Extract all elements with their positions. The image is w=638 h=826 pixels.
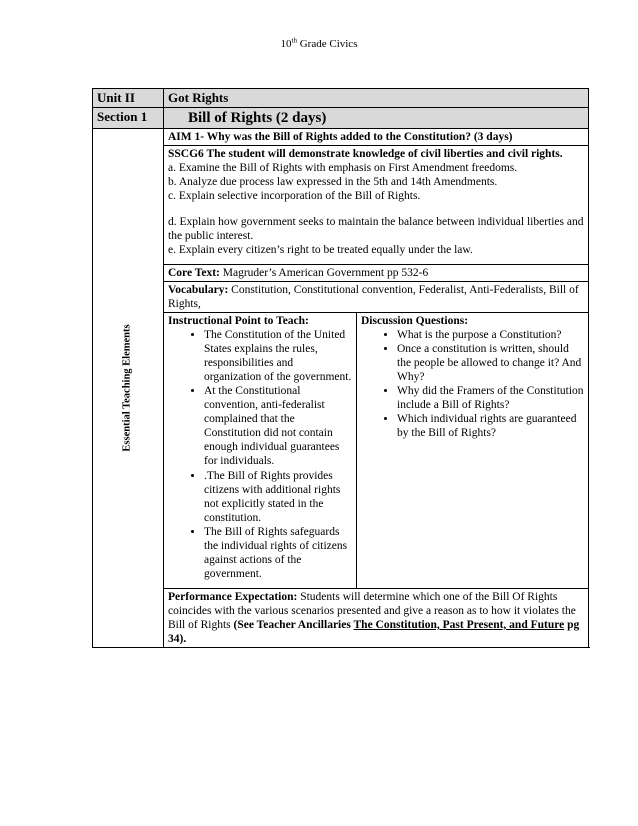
vocabulary-row <box>93 282 589 313</box>
side-label-cell <box>93 129 164 648</box>
list-item: • The Bill of Rights safeguards the individual rights of citizens against actions of the government. <box>204 525 352 581</box>
ancillary-suffix: pg 34). <box>168 618 580 645</box>
list-item: • What is the purpose a Constitution? <box>397 328 584 342</box>
discussion-list <box>361 328 584 440</box>
section-title: Bill of Rights (2 days) <box>164 107 589 128</box>
standard-row <box>93 146 589 265</box>
standard-item-d: d. Explain how government seeks to maintain the balance between individual liberties and the public interest. <box>168 216 584 243</box>
standard-item-c: c. Explain selective incorporation of the Bill of Rights. <box>168 190 421 203</box>
grade-number: 10 <box>280 38 292 50</box>
standard-item-a: a. Examine the Bill of Rights with emphasis on First Amendment freedoms. <box>168 162 518 175</box>
page-header <box>0 38 638 51</box>
vocabulary-label: Vocabulary: <box>168 284 229 297</box>
list-item: • The Constitution of the United States explains the rules, responsibilities and organization of the government. <box>204 328 352 384</box>
core-text-row <box>93 265 589 282</box>
core-text-label: Core Text: <box>168 267 220 280</box>
unit-title: Got Rights <box>164 89 589 108</box>
discussion-cell <box>357 313 589 588</box>
ancillary-title: The Constitution, Past Present, and Future <box>353 618 565 631</box>
unit-label: Unit II <box>93 89 164 108</box>
standard-cell <box>164 146 589 265</box>
aim-text: AIM 1- Why was the Bill of Rights added to the Constitution? (3 days) <box>164 129 589 146</box>
list-item: • At the Constitutional convention, anti-federalist complained that the Constitution did not contain enough individual guarantees for individuals. <box>204 384 352 468</box>
performance-label: Performance Expectation: <box>168 590 298 603</box>
section-label: Section 1 <box>93 107 164 128</box>
list-item: • Once a constitution is written, should the people be allowed to change it? And Why? <box>397 342 584 384</box>
list-item: • Which individual rights are guaranteed by the Bill of Rights? <box>397 412 584 440</box>
grade-course: Grade Civics <box>296 38 358 50</box>
aim-row <box>93 129 589 146</box>
core-text-value: Magruder’s American Government pp 532-6 <box>219 267 429 280</box>
performance-cell <box>164 588 589 647</box>
grade-ordinal: th <box>291 36 297 45</box>
unit-row <box>93 89 589 108</box>
lesson-table <box>92 88 589 648</box>
vocabulary-cell <box>164 282 589 313</box>
instructional-cell <box>164 313 357 588</box>
side-label: Essential Teaching Elements <box>121 324 133 452</box>
list-item: • .The Bill of Rights provides citizens with additional rights not explicitly stated in the constitution. <box>204 469 352 525</box>
ancillary-prefix: (See Teacher Ancillaries <box>233 618 354 631</box>
section-row <box>93 107 589 128</box>
instructional-list <box>168 328 352 580</box>
vocabulary-value: Constitution, Constitutional convention, Federalist, Anti-Federalists, Bill of Rights, <box>168 284 579 311</box>
core-text-cell <box>164 265 589 282</box>
instructional-label: Instructional Point to Teach: <box>168 315 309 328</box>
discussion-label: Discussion Questions: <box>361 315 469 328</box>
teaching-row <box>93 313 589 588</box>
standard-item-e: e. Explain every citizen’s right to be treated equally under the law. <box>168 244 473 257</box>
standard-item-b: b. Analyze due process law expressed in the 5th and 14th Amendments. <box>168 176 498 189</box>
list-item: • Why did the Framers of the Constitution include a Bill of Rights? <box>397 384 584 412</box>
standard-heading: SSCG6 The student will demonstrate knowledge of civil liberties and civil rights. <box>168 148 563 161</box>
performance-row <box>93 588 589 647</box>
performance-text: Students will determine which one of the Bill Of Rights coincides with the various scenarios presented and give a reason as to how it violates the Bill of Rights <box>168 590 576 631</box>
